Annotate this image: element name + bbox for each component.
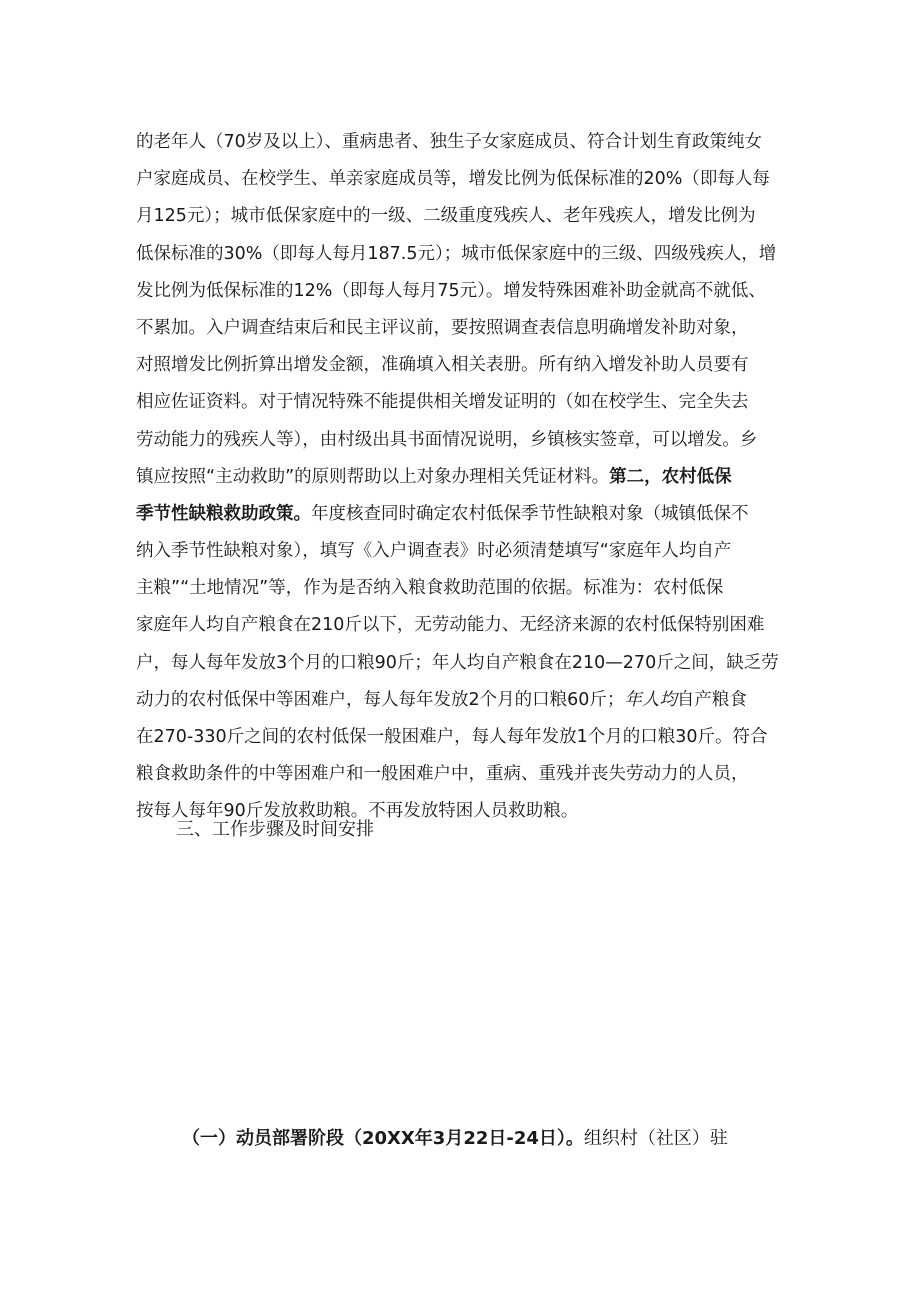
text-run: 纳入季节性缺粮对象），填写《入户调查表》时必须清楚填写“家庭年人均自产 bbox=[136, 541, 732, 562]
italic-text: 年人均 bbox=[624, 689, 677, 710]
text-run: 在270-330斤之间的农村低保一般困难户，每人每年发放1个月的口粮30斤。符合 bbox=[136, 727, 768, 747]
paragraph-line bbox=[136, 645, 796, 682]
text-run: 户，每人每年发放3个月的口粮90斤；年人均自产粮食在210—270斤之间，缺乏劳 bbox=[136, 652, 779, 673]
paragraph-line bbox=[136, 459, 796, 496]
paragraph-line bbox=[136, 607, 796, 644]
paragraph-line bbox=[136, 570, 796, 607]
text-run: 发比例为低保标准的12%（即每人每月75元）。增发特殊困难补助金就高不就低、 bbox=[136, 280, 766, 301]
text-run: 粮食救助条件的中等困难户和一般困难户中，重病、重残并丧失劳动力的人员， bbox=[136, 764, 749, 785]
text-run: 家庭年人均自产粮食在210斤以下，无劳动能力、无经济来源的农村低保特别困难 bbox=[136, 615, 765, 636]
section-heading: 三、工作步骤及时间安排 bbox=[176, 819, 374, 840]
text-run: 劳动能力的残疾人等），由村级出具书面情况说明，乡镇核实签章，可以增发。乡 bbox=[136, 429, 758, 450]
text-run: 对照增发比例折算出增发金额，准确填入相关表册。所有纳入增发补助人员要有 bbox=[136, 355, 749, 376]
paragraph-line bbox=[136, 719, 796, 756]
text-run: 主粮”“土地情况”等，作为是否纳入粮食救助范围的依据。标准为：农村低保 bbox=[136, 578, 724, 599]
paragraph-line bbox=[136, 273, 796, 310]
bold-text: 季节性缺粮救助政策。 bbox=[136, 503, 311, 524]
paragraph-line bbox=[136, 682, 796, 719]
subsection-heading bbox=[182, 1122, 728, 1156]
paragraph-line bbox=[136, 161, 796, 198]
paragraph-line bbox=[136, 310, 796, 347]
subsection-title: （一）动员部署阶段（20XX年3月22日-24日）。 bbox=[182, 1128, 584, 1149]
paragraph-line bbox=[136, 198, 796, 235]
paragraph-line bbox=[136, 347, 796, 384]
text-run: 年度核查同时确定农村低保季节性缺粮对象（城镇低保不 bbox=[311, 503, 749, 524]
paragraph-line bbox=[136, 422, 796, 459]
paragraph-line bbox=[136, 756, 796, 793]
paragraph-line bbox=[136, 236, 796, 273]
bold-text: 第二，农村低保 bbox=[609, 466, 732, 487]
text-run: 户家庭成员、在校学生、单亲家庭成员等，增发比例为低保标准的20%（即每人每 bbox=[136, 169, 770, 190]
text-run: 不累加。入户调查结束后和民主评议前，要按照调查表信息明确增发补助对象， bbox=[136, 317, 749, 338]
paragraph-line bbox=[136, 384, 796, 421]
paragraph-line bbox=[136, 533, 796, 570]
subsection-text: 组织村（社区）驻 bbox=[583, 1128, 728, 1149]
paragraph-line bbox=[136, 124, 796, 161]
text-run: 的老年人（70岁及以上）、重病患者、独生子女家庭成员、符合计划生育政策纯女 bbox=[136, 132, 763, 152]
text-run: 自产粮食 bbox=[676, 689, 747, 710]
text-run: 月125元）；城市低保家庭中的一级、二级重度残疾人、老年残疾人，增发比例为 bbox=[136, 206, 756, 227]
text-run: 相应佐证资料。对于情况特殊不能提供相关增发证明的（如在校学生、完全失去 bbox=[136, 392, 749, 413]
text-run: 低保标准的30%（即每人每月187.5元）；城市低保家庭中的三级、四级残疾人，增 bbox=[136, 243, 777, 264]
text-run: 按每人每年90斤发放救助粮。不再发放特困人员救助粮。 bbox=[136, 801, 579, 822]
paragraph-line bbox=[136, 496, 796, 533]
text-run: 镇应按照“主动救助”的原则帮助以上对象办理相关凭证材料。 bbox=[136, 466, 610, 487]
text-run: 动力的农村低保中等困难户，每人每年发放2个月的口粮60斤； bbox=[136, 689, 625, 710]
body-paragraph bbox=[136, 124, 796, 831]
